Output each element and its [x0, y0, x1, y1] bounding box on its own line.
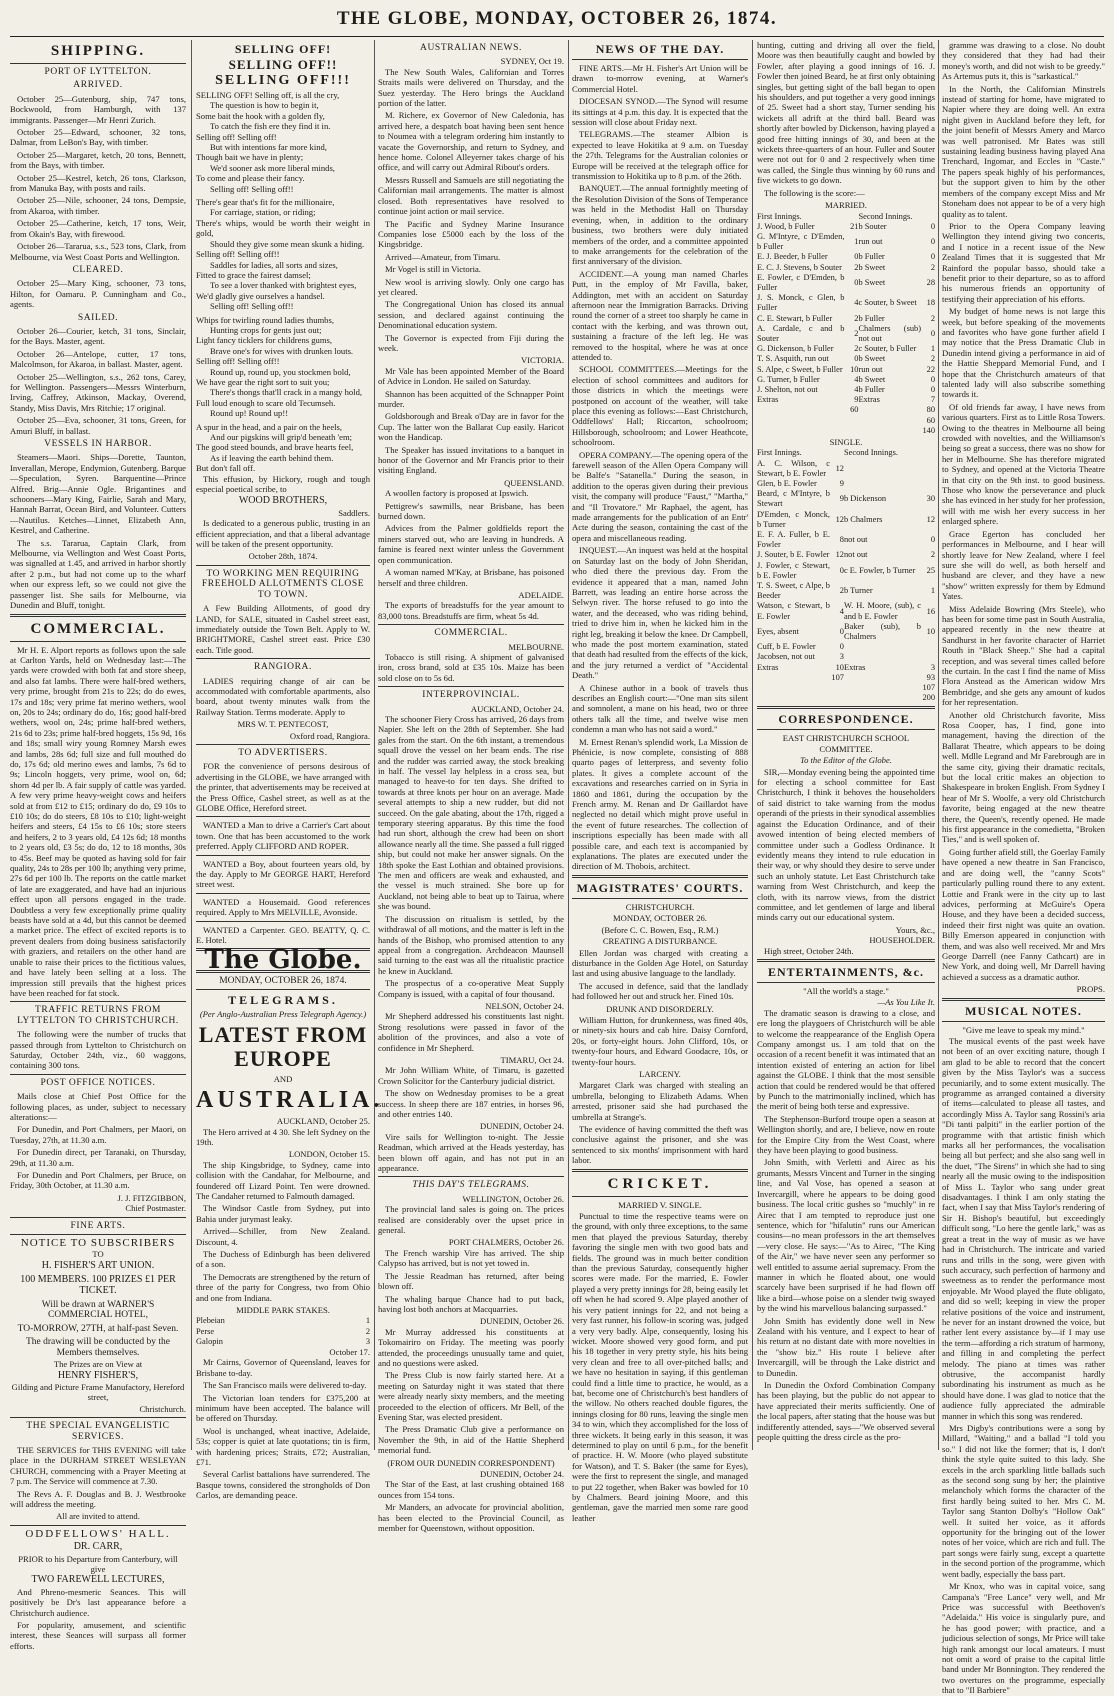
paragraph: The Revs A. F. Douglas and B. J. Westbrooke will address the meeting. [10, 1488, 186, 1509]
paragraph: John Smith, with Verletti and Airec as his grumants, Messrs Vincent and Turner in the singing line, and Val Vose, has opened a season at Invercargill, where he appears to be doing good business. The local critic gushes so "muchly" in re Airec that I am tempted to reproduce just one sentence, which for "hifalutin" runs our American cousins—no mean professors in the art themselves—very close. He says:—"As to Airec, "The King of the Air," we have never seen any performer so well entitled to assume aerial supremacy. From the manner in which he floated about, one would scarcely have been surprised if he had flown off like a bird—whose poise on a slender twig swayed by the wind his marvellous balancing surpassed." [757, 1157, 935, 1314]
table-row: Plebeian 1 [196, 1316, 370, 1326]
masthead: THE GLOBE, MONDAY, OCTOBER 26, 1874. [336, 8, 778, 29]
section-title: ENTERTAINMENTS, &c. [767, 964, 925, 979]
poem [196, 90, 370, 194]
paragraph: A Few Building Allotments, of good dry LAND, for SALE, situated in Cashel street east, immediately outside the Town Belt. Apply to W. BRIGHTMORE, Cashel street east. Price £30 each. Title good. [196, 603, 370, 655]
subheading: AUSTRALIAN NEWS. [420, 43, 522, 53]
poem-line: Fitted to grace the fairest damsel; [196, 269, 311, 280]
paragraph: Goldsborough and Break o'Day are in favor for the Cup. The latter won the Ballarat Cup easily. Haricot won the Handicap. [378, 411, 564, 443]
subheading: ARRIVED. [73, 80, 123, 91]
paragraph: The Congregational Union has closed its annual session, and declared against continuing the Denominational education system. [378, 299, 564, 331]
paragraph: October 25—Eva, schooner, 31 tons, Green, for Amuri Bluff, in ballast. [10, 415, 186, 436]
subheading: TO ADVERTISERS. [238, 747, 328, 758]
paragraph: Steamers—Maori. Ships—Dorette, Taunton, Inverallan, Merope, Endymion, Gutenberg. Barque—Speculation, Syren. Barquentine—Prince Alfred. Brig—Annie Ogle. Brigantines and schooners—Mary King, Fairlie, Sarah and Mary, Hannah Barrat, Ocean Bird, and Volunteer. Cutters—Nautilus. Ketches—Linnet, Elizabeth Ann, Kestrel, and Catherine. [10, 452, 186, 536]
table-row: A. Cardale, c and b Souter 2 Chalmers (sub) not out 0 [757, 323, 935, 343]
table-row: Cuff, b E. Fowler 0 [757, 642, 844, 652]
column-rule [752, 40, 753, 1450]
paragraph: October 25—Edward, schooner, 32 tons, Dalmar, from LeBon's Bay, with timber. [10, 127, 186, 148]
section-title: COMMERCIAL. [30, 620, 166, 637]
poem [196, 197, 370, 311]
subheading: ODDFELLOWS' HALL. [25, 1527, 171, 1540]
poem-line: We have gear the right sort to suit you; [196, 376, 330, 387]
poem-line: But with intentions far more kind, [210, 142, 327, 153]
paragraph: October 25—Wellington, s.s., 262 tons, Carey, for Wellington. Passengers—Messrs Winterburn, Irving, Caffrey, Atkinson, Mackay, Overend, Standy, Miss Davis, Mrs Ritchie; 17 original. [10, 371, 186, 413]
table-row: E. F. A. Fuller, b E. Fowler 8 not out 0 [757, 530, 935, 550]
paragraph: October 25—Kestrel, ketch, 26 tons, Clarkson, from Manuka Bay, with posts and rails. [10, 172, 186, 194]
paragraph: October 25—Gutenburg, ship, 747 tons, Bockwoold, from Hamburgh, with 137 immigrants. Passenger—Mr Henri Zurich. [10, 93, 186, 125]
paragraph: For popularity, amusement, and scientific interest, these Seances will surpass all former efforts. [10, 1620, 186, 1651]
section-title: CRICKET. [607, 1175, 713, 1192]
paragraph: For Dunedin direct, per Taranaki, on Thursday, 29th, at 11.30 a.m. [10, 1147, 186, 1168]
subheading: PORT OF LYTTELTON. [44, 67, 152, 77]
column-3: AUSTRALIAN NEWS. SYDNEY, Oct 19. The New South Wales, Californian and Torres Straits mails were delivered on Thursday, and the Suez yesterday. The Hero brings the Auckland portion of the latter. M. Richere, ex Governor of New Caledonia, has arrived here, a despatch boat having been sent hence to Noumea with a telegram ordering him instantly to vacate the Governorship, and return to Sydney, and hence home. Colonel Alleyerner takes charge of his office, and will carry out Admiral Ribout's orders. Messrs Russell and Samuels are still negotiating the Californian mail arrangements. The matter is almost closed. Both representatives have resolved to continue joint action or mail service. The Pacific and Sydney Marine Insurance Companies lose £5000 each by the loss of the Kingsbridge. Arrived—Amateur, from Timaru. Mr Vogel is still in Victoria. New wool is arriving slowly. Only one cargo has yet cleared. The Congregational Union has closed its annual session, and declared against continuing the Denominational education system. The Governor is expected from Fiji during the week. VICTORIA. Mr Vale has been appointed Member of the Board of Advice in London. He sailed on Saturday. Shannon has been acquitted of the Schnapper Point murder. Goldsborough and Break o'Day are in favor for the Cup. The latter won the Ballarat Cup easily. Haricot won the Handicap. The Speaker has issued invitations to a banquet in honor of the Governor and Mr Francis prior to their visiting England. QUEENSLAND. A woollen factory is proposed at Ipswich. Pettigrew's sawmills, near Brisbane, has been burned down. Advices from the Palmer goldfields report the miners starved out, who are leaving in hundreds. A famine is feared next winter unless the Government open communication. A woman named M'Kay, at Brisbane, has poisoned herself and three children. ADELAIDE. The exports of breadstuffs for the year amount to 83,000 tons. Breadstuffs are firm, wheat 5s 4d. COMMERCIAL. MELBOURNE. Tobacco is still rising. A shipment of galvanised iron, cross brand, sold at £35 10s. Maize has been sold close on to 5s 6d. INTERPROVINCIAL. AUCKLAND, October 24. The schooner Fiery Cross has arrived, 26 days from Napier. She left on the 28th of September. She had gales from the start. On the 6th instant, a tremendous squall drove the vessel on her beam ends. The rise and the rudder was carried away, the stock breaking in half. The vessel lay helpless in a cross sea, but managed to heave-to for ten days. She drifted to towards at three knots per hour on an average. Made several attempts to ship a new rudder, but did not succeed. On the gale abating, about the 17th, rigged a temporary steering apparatus. By this time the food had run short, although the crew had been on short allowance nearly all the time. She passed a full rigged ship, but could not make her answer signals. On the 18th spoke the East Lothian and obtained provisions. The men and officers are weak and exhausted, and the vessel is much strained. She bore up for Auckland, not being able to beat up to Tairua, where she was bound. The discussion on ritualism is settled, by the withdrawal of all motions, and the matter is left in the hands of the Bishop, who promised attention to any appeal from a congregation. Archdeacon Maunsell said turning to the east was all the ritualistic practice he knew in Auckland. The prospectus of a co-operative Meat Supply Company is issued, with a capital of four thousand. NELSON, October 24. Mr Shepherd addressed his constituents last night. Strong resolutions were passed in favor of the abolition of the provinces, and also a vote of confidence in Mr Shepherd. TIMARU, Oct 24. Mr John William White, of Timaru, is gazetted Crown Solicitor for the Canterbury judicial district. The show on Wednesday promises to be a great success. In sheep there are 187 entries, in horses 96, and other entries 140. DUNEDIN, October 24. Vire sails for Wellington to-night. The Jessie Readman, which arrived at the Heads yesterday, has been blown off again, and has not put in an appearance. THIS DAY'S TELEGRAMS. WELLINGTON, October 26. The provincial land sales is going on. The prices realised are considerably over the upset price in general. PORT CHALMERS, October 26. The French warship Vire has arrived. The ship Calypso has arrived, but is not yet towed in. The Jessie Readman has returned, after being blown off. The whaling barque Chance had to put back, having lost both anchors at Macquarries. DUNEDIN, October 26. Mr Murray addressed his constituents at Tokomairiro on Friday. The meeting was poorly attended, the proceedings unusually tame and quiet, and no questions were asked. The Press Club is now fairly started here. At a meeting on Saturday night it was stated that there were already nearly sixty members, and the meeting proceeded to the election of officers. Mr Bell, of the Evening Star, was elected president. The Press Dramatic Club give a performance on November the 9th, in aid of the Hattie Shepherd memorial fund. (FROM OUR DUNEDIN CORRESPONDENT) DUNEDIN, October 24. The Star of the East, at last crushing obtained 168 ounces from 154 tons. Mr Manders, an advocate for provincial abolition, has been elected to the Provincial Council, as member for Queenstown, without opposition. [378, 43, 564, 1534]
paragraph: TELEGRAMS.—The steamer Albion is expected to leave Hokitika at 9 a.m. on Tuesday the 27th. Telegrams for the Australian colonies or Europe will be received at the telegraph office for transmission to Hokitika up to 8 p.m. of the 26th. [572, 129, 748, 182]
paragraph: And Phreno-mesmeric Seances. This will positively be Dr's last appearance before a Christchurch audience. [10, 1586, 186, 1618]
paragraph: FINE ARTS.—Mr H. Fisher's Art Union will be drawn to-morrow evening, at Warner's Commercial Hotel. [572, 63, 748, 94]
table-row: A. C. Wilson, c Stewart, b E. Fowler 12 [757, 458, 844, 478]
paragraph: In Dunedin the Oxford Combination Company has been playing, but the public do not appear to have appreciated their merits sufficiently. One of the local papers, after stating that the house was but indifferently attended, says—"We observed several people quitting the dress circle as the pro- [757, 1380, 935, 1443]
table-row: J. Fowler, c Stewart, b E. Fowler 0 c E. Fowler, b Turner 25 [757, 560, 935, 580]
paragraph: New wool is arriving slowly. Only one cargo has yet cleared. [378, 276, 564, 297]
poem-line: We'd sooner ask more liberal minds, [210, 162, 335, 173]
column-4: NEWS OF THE DAY. FINE ARTS.—Mr H. Fisher's Art Union will be drawn to-morrow evening, at Warner's Commercial Hotel. DIOCESAN SYNOD.—The Synod will resume its sittings at 4 p.m. this day. It is expected that the session will close about Friday next. TELEGRAMS.—The steamer Albion is expected to leave Hokitika at 9 a.m. on Tuesday the 27th. Telegrams for the Australian colonies or Europe will be received at the telegraph office for transmission to Hokitika up to 8 p.m. of the 26th. BANQUET.—The annual fortnightly meeting of the Resolution Division of the Sons of Temperance was held in the Methodist Hall on Thursday evening, when, in addition to the ordinary business, two brothers were duly initiated members of the order, and a committee appointed to make arrangements for the celebration of the first anniversary of the division. ACCIDENT.—A young man named Charles Putt, in the employ of Mr Favilla, baker, Addington, met with an accident on Saturday afternoon near the Immigration Barracks. Driving round the corner of a street too sharply he came in contact with the kerbing, and was thrown out, sustaining a fracture of the left leg. He was removed to the hospital, where he was at once attended to. SCHOOL COMMITTEES.—Meetings for the election of school committees and auditors for those districts in which the meetings were postponed on account of the weather, will take place this evening as follows:—East Christchurch, Oddfellows' Hall; Riccarton, schoolroom; Hillsborough, schoolroom; and Lower Heathcote, schoolroom. OPERA COMPANY.—The opening opera of the farewell season of the Allen Opera Company will be Balfe's "Satanella." During the season, in addition to the operas given during their previous visit, the company will produce "Faust," "Martha," and "Il Trovatore." Mr Raphael, the agent, has made arrangements for the publication of an Entr' Acte during the season, containing the cast of the opera and miscellaneous reading. INQUEST.—An inquest was held at the hospital on Saturday last on the body of John Sheridan, who died there the previous day. From the evidence it appeared that a man, named John Barrett, was leading an entire horse across the Selwyn river. The horse refused to go into the water, and the deceased, who was riding behind, tried to drive him in, when he kicked him in the right leg, breaking it below the knee. Dr Campbell, who made the post mortem examination, stated that death had resulted from the effects of the kick, and the jury returned a verdict of "Accidental Death." A Chinese author in a book of travels thus describes an English court:—"One man sits silent and somnolent, a mane on his head, two or three others talk all the time, and twelve wise men condemn a man who has not said a word." M. Ernest Renan's splendid work, La Mission de Phénicie, is now complete, consisting of 888 quarto pages of letterpress, and seventy folio plates. It gives a complete account of the excavations and researches carried on in Syria in 1860 and 1861, during the occupation by the French army. M. Renan and Dr Gaillardot have neglected no detail which might prove useful in the event of future researches. The collection of inscriptions especially has been made with all possible care, and each text is accompanied by explanations. The plates are executed under the direction of M. Thobois, architect. MAGISTRATES' COURTS. CHRISTCHURCH. MONDAY, OCTOBER 26. (Before C. C. Bowen, Esq., R.M.) CREATING A DISTURBANCE. Ellen Jordan was charged with creating a disturbance in the Golden Age Hotel, on Saturday last and using abusive language to the landlady. The accused in defence, said that the landlady had followed her out and struck her. Fined 10s. DRUNK AND DISORDERLY. William Hutton, for drunkenness, was fined 40s, or ninety-six hours and cab hire. Daisy Cornford, 20s, or forty-eight hours. John Clifford, 10s, or twenty-four hours, and Edward Goodacre, 10s, or twenty-four hours. LARCENY. Margaret Clark was charged with stealing an umbrella, belonging to Elizabeth Adams. When arrested, prisoner said she had purchased the umbrella at Strange's. The evidence of having committed the theft was conclusive against the prisoner, and she was sentenced to six months' imprisonment with hard labor. CRICKET. MARRIED V. SINGLE. Punctual to time the respective teams were on the ground, with only three exceptions, to the same men that played the previous Saturday, thereby favoring the single men with two good bats and fields. The ground was in much better condition than the previous Saturday, consequently higher scores were made. For the married, E. Fowler played a very pretty innings for 28, being easily let off when he had scored 9. Alpe played another of his very patient innings for 22, and not being a very fast runner, his follow-in scoring was, judged a very very badly. Alpe, consequently, losing his wicket. Moore showed very good form, and put his 18 together in very pretty style, his hits being very clean and free to all over-pitched balls; and we have no hesitation in saying, if this gentleman could find a little time to practice, he would, as a bat, become one of Christchurch's best handlers of the willow. No others reached double figures, the innings closing for 80 runs, leaving the single men 34 to win, which they accomplished for the loss of three wickets. It being early in this season, it was determined to play on until 6 p.m., for the benefit of practice. H. W. Moore (who played substitute for Watson), and T. S. Baker (the same for Eyes), were the first to represent the single, and managed to put 22 together, when Baker was bowled for 10 by Chalmers. Beard joining Moore, and this gentleman, gave the married men some rare good leather [572, 42, 748, 1523]
paragraph: Another old Christchurch favorite, Miss Rosa Cooper, has, I find, gone into management, having the direction of the Ballarat Theatre, which appears to be doing well. Mdlle Legrand and Mr Farebrough are in the same city, giving their dramatic recitals, but the local critic makes an objection to Shakespeare in broken English. From Sydney I hear of Mr S. Woolfe, a very old Christchurch favorite, being engaged at the new theatre there, the Queen's, recently opened. He made his first appearance in the comedietta, "Broken Ties," and is well spoken of. [942, 709, 1105, 845]
paragraph: SCHOOL COMMITTEES.—Meetings for the election of school committees and auditors for those districts in which the meetings were postponed on account of the weather, will take place this evening as follows:—East Christchurch, Oddfellows' Hall; Riccarton, schoolroom; Hillsborough, schoolroom; and Lower Heathcote, schoolroom. [572, 364, 748, 448]
table-row: Glen, b E. Fowler 9 [757, 478, 844, 488]
paragraph: October 26—Tararua, s.s., 523 tons, Clark, from Melbourne, via West Coast Ports and Wellington. [10, 241, 186, 262]
table-row: Watson, c Stewart, b E. Fowler 4 W. H. Moore, (sub), c and b E. Fowler 16 [757, 601, 935, 621]
ad-heading: SELLING OFF!!! [215, 73, 351, 88]
paragraph: Grace Egerton has concluded her performances in Melbourne, and I hear will shortly leave for New Zealand, where I feel sure she will do well, as both herself and husband are clever, and they have a new "show" written expressly for them by Edmund Yates. [942, 528, 1105, 602]
subheading: THE SPECIAL EVANGELISTIC SERVICES. [26, 1421, 170, 1442]
paragraph: Of old friends far away, I have news from various quarters. First as to Little Rosa Towers. Owing to the theatres in Melbourne all being crowded with novelties, and the Williamson's being so great a success, there was no show for her in Melbourne. She has therefore migrated to Sydney, and opened at the Victoria Theatre in that city on the 9th inst. to good business. Those who know the perseverance and pluck she has evinced in her study for her profession, will with me wish her every success in her enlarged sphere. [942, 401, 1105, 527]
table-row: Beard, c M'Intyre, b Stewart 9 b Dickenson 30 [757, 489, 935, 509]
paragraph: My budget of home news is not large this week, but before speaking of the movements and favorites who have gone further afield I may notice that the Press Dramatic Club in Dunedin intend giving a performance in aid of the Hattie Sheppard Memorial Fund, and I hope that the Christchurch amateurs of that talented lady will also subscribe something towards it. [942, 306, 1105, 400]
ad: WANTED a Man to drive a Carrier's Cart about town. One that has been accustomed to the work preferred. Apply CLIFFORD AND ROPER. [196, 820, 370, 852]
ad: WANTED a Carpenter. GEO. BEATTY, Q. C. E. Hotel. [196, 924, 370, 946]
paragraph: M. Richere, ex Governor of New Caledonia, has arrived here, a despatch boat having been sent hence to Noumea with a telegram ordering him instantly to vacate the Governorship, and return to Sydney, and hence home. Colonel Alleyerner takes charge of his office, and will carry out Admiral Ribout's orders. [378, 110, 564, 173]
poem-line: Whips for twirling round ladies thumbs, [196, 314, 334, 325]
poem-line: To come and please their fancy. [196, 173, 305, 184]
table-row: Eyes, absent 0 Baker (sub), b Chalmers 10 [757, 621, 935, 642]
poem-line: Round up, round up, you stockmen bold, [210, 366, 351, 377]
paragraph: BANQUET.—The annual fortnightly meeting of the Resolution Division of the Sons of Temperance was held in the Methodist Hall on Thursday evening, when, in addition to the ordinary business, two brothers were duly initiated members of the order, and a committee appointed to make arrangements for the celebration of the first anniversary of the division. [572, 183, 748, 267]
paragraph: Pettigrew's sawmills, near Brisbane, has been burned down. [378, 500, 564, 522]
paragraph: The schooner Fiery Cross has arrived, 26 days from Napier. She left on the 28th of September. She had gales from the start. On the 6th instant, a tremendous squall drove the vessel on her beam ends. The rise and the rudder was carried away, the stock breaking in half. The vessel lay helpless in a cross sea, but managed to heave-to for ten days. She drifted to towards at three knots per hour on an average. Made several attempts to ship a new rudder, but did not succeed. On the gale abating, about the 17th, rigged a temporary steering apparatus. By this time the food had run short, although the crew had been on short allowance nearly all the time. She passed a full rigged ship, but could not make her answer signals. On the 18th spoke the East Lothian and obtained provisions. The men and officers are weak and exhausted, and the vessel is much strained. She bore up for Auckland, not being able to beat up to Tairua, where she was bound. [378, 713, 564, 912]
subheading: POST OFFICE NOTICES. [40, 1077, 156, 1088]
poem-line: Selling off! Selling off!! [196, 356, 280, 367]
poem [196, 315, 370, 419]
paragraph: INQUEST.—An inquest was held at the hospital on Saturday last on the body of John Sheridan, who died there the previous day. From the evidence it appeared that a man, named John Barrett, was leading an entire horse across the Selwyn river. The horse refused to go into the water, and the deceased, who was riding behind, tried to drive him in, when he kicked him in the right leg, breaking it below the knee. Dr Campbell, who made the post mortem examination, stated that death had resulted from the effects of the kick, and the jury returned a verdict of "Accidental Death." [572, 545, 748, 681]
subheading: INTERPROVINCIAL. [422, 690, 520, 701]
signature: J. J. FITZGIBBON, [117, 1192, 186, 1203]
table-row: C. E. Stewart, b Fuller 2 b Fuller 2 [757, 313, 935, 323]
paragraph: October 25—Nile, schooner, 24 tons, Dempsie, from Akaroa, with timber. [10, 195, 186, 216]
poem [196, 422, 370, 474]
paragraph: October 25—Catherine, ketch, 17 tons, Weir, from Okain's Bay, with firewood. [10, 218, 186, 239]
column-rule [938, 40, 939, 1450]
poem-line: The question is how to begin it, [210, 100, 319, 111]
paragraph: M. Ernest Renan's splendid work, La Mission de Phénicie, is now complete, consisting of 888 quarto pages of letterpress, and seventy folio plates. It gives a complete account of the excavations and researches carried on in Syria in 1860 and 1861, during the occupation by the French army. M. Renan and Dr Gaillardot have neglected no detail which might prove useful in the event of future researches. The collection of inscriptions especially has been made with all possible care, and each text is accompanied by explanations. The plates are executed under the direction of M. Thobois, architect. [572, 736, 748, 872]
paragraph: The New South Wales, Californian and Torres Straits mails were delivered on Thursday, and the Suez yesterday. The Hero brings the Auckland portion of the latter. [378, 66, 564, 109]
paragraph: The Governor is expected from Fiji during the week. [378, 332, 564, 353]
paragraph: The discussion on ritualism is settled, by the withdrawal of all motions, and the matter is left in the hands of the Bishop, who promised attention to any appeal from a congregation. Archdeacon Maunsell said turning to the east was all the ritualistic practice he knew in Auckland. [378, 913, 564, 976]
arrived-list [10, 94, 186, 262]
table-row: T. S. Asquith, run out 0 b Sweet 2 [757, 354, 935, 364]
poem-line: Brave one's for wives with drunken louts. [210, 345, 354, 356]
section-title: MUSICAL NOTES. [965, 1003, 1082, 1018]
paragraph: Miss Adelaide Bowring (Mrs Steele), who has been for some time past in South Australia, appeared recently in the new theatre at Sandhurst in her favorite character of Harriet Routh in "Black Sheep." She had a capital reception, and was several times called before the curtain. In the cast I find the name of Miss Flora Anstead as the American widow Mrs Bembridge, and she gets any amount of kudos for her representation. [942, 603, 1105, 708]
paragraph: The s.s. Tararua, Captain Clark, from Melbourne, via Wellington and West Coast Ports, was signalled at 1.45, and arrived in harbor shortly after 2 p.m., but had not come up to the wharf when our express left, so we could not give the passenger list. She sails for Melbourne, via Dunedin and Bluff, tonight. [10, 537, 186, 611]
paragraph: Mr Vogel is still in Victoria. [385, 264, 481, 275]
paragraph: Mrs Digby's contributions were a song by Millard, "Waiting," and a ballad "I told you so." I did not like the former; that is, I don't think the style quite suited to this lady. She excels in the arch sparkling little ballads such as the second song sung by her; the plaintive melancholy which forms the character of the first hardly being suited to her. Mrs C. M. Taylor sang Stanton Dolby's "Hollow Oak" well. It suited her voice, as it affords opportunity for the bringing out of the lower notes of her voice, which are rich and full. The part songs were fairly sung, except a quartette in the second portion of the programme, which went badly, especially the bass part. [942, 1423, 1105, 1579]
sailed-list [10, 326, 186, 436]
paragraph: Going further afield still, the Goerlay Family have opened a new theatre in San Francisco, and are doing well, the "canny Scots" particularly pulling round there to any extent. Lottie and Frank were in the city up to last advices, performing at McGuire's Opera House, and they have been a decided success, indeed their first night was quite an ovation. Billy Emerson appeared in conjunction with them, and was also well received. Mr and Mrs George Darrell (nee Fanny Cathcart) are in New York, and doing well, Mr Darrell having achieved a success as a dramatic author. [942, 846, 1105, 982]
poem-line: And our pigskins will grip'd beneath 'em; [210, 432, 353, 442]
table-row: J. Shelton, not out 4 b Fuller 0 [757, 384, 935, 394]
race-table [196, 1316, 370, 1347]
column-2: SELLING OFF! SELLING OFF!! SELLING OFF!!! SELLING OFF! Selling off, is all the cry, The question is how to begin it, Some bait the hook with a golden fly, To catch the fish ere they find it in. Selling off! Selling off! But with intentions far more kind, Though bait we have in plenty; We'd sooner ask more liberal minds, To come and please their fancy. Selling off! Selling off!! There's gear that's fit for the millionaire, For carriage, station, or riding; There's whips, would be worth their weight in gold, Should they give some mean skunk a hiding. Selling off! Selling off!! Saddles for ladies, all sorts and sizes, Fitted to grace the fairest damsel; To see a lover thanked with brightest eyes, We'd gladly give ourselves a handsel. Selling off! Selling off!! Whips for twirling round ladies thumbs, Hunting crops for gents just out; Light fancy ticklers for childrens gums, Brave one's for wives with drunken louts. Selling off! Selling off!! Round up, round up, you stockmen bold, We have gear the right sort to suit you; There's thongs that'll crack in a mangy hold, Full loud enough to scare old Tecumseh. Round up! Round up!! A spur in the head, and a pair on the heels, And our pigskins will grip'd beneath 'em; The good steed bounds, and brave hearts feel, As if leaving the earth behind them. But don't fall off. This effusion, by Hickory, rough and tough especial poetical scribe, to WOOD BROTHERS, Saddlers. Is dedicated to a generous public, trusting in an efficient appreciation, and that a liberal advantage will be taken of the present opportunity. October 28th, 1874. TO WORKING MEN REQUIRING FREEHOLD ALLOTMENTS CLOSE TO TOWN. A Few Building Allotments, of good dry LAND, for SALE, situated in Cashel street east, immediately outside the Town Belt. Apply to W. BRIGHTMORE, Cashel street east. Price £30 each. Title good. RANGIORA. LADIES requiring change of air can be accommodated with comfortable apartments, also board, about twenty minutes walk from the Railway Station. Terms moderate. Apply to MRS W. T. PENTECOST, Oxford road, Rangiora. TO ADVERTISERS. FOR the convenience of persons desirous of advertising in the GLOBE, we have arranged with the printer, that advertisements may be received at the Press Office, Cashel street, as well as at the GLOBE Office, Hereford street. WANTED a Man to drive a Carrier's Cart about town. One that has been accustomed to the work preferred. Apply CLIFFORD AND ROPER. WANTED a Boy, about fourteen years old, by the day. Apply to Mr GEORGE HART, Hereford street west. WANTED a Housemaid. Good references required. Apply to Mrs MELVILLE, Avonside. WANTED a Carpenter. GEO. BEATTY, Q. C. E. Hotel. The Globe. MONDAY, OCTOBER 26, 1874. TELEGRAMS. (Per Anglo-Australian Press Telegraph Agency.) LATEST FROM EUROPE AND AUSTRALIA. AUCKLAND, October 25. The Hero arrived at 4 30. She left Sydney on the 19th. LONDON, October 15. The ship Kingsbridge, to Sydney, came into collision with the Candahar, for Melbourne, and foundered off Lizard Point. Ten were drowned. The Candaher returned to Falmouth damaged. The Windsor Castle from Sydney, put into Bahia under jurymast leaky. Arrived—Schiller, from New Zealand. Discount, 4. The Duchess of Edinburgh has been delivered of a son. The Democrats are strengthened by the return of three of the party for Congress, two from Ohio and one from Indiana. MIDDLE PARK STAKES. Plebeian 1 Perse 2 Galopin 3 October 17. Mr Cairns, Governor of Queensland, leaves for Brisbane to-day. The San Francisco mails were delivered to-day. The Victorian loan tenders for £375,200 at minimum have been accepted. The balance will be offered on Thursday. Wool is unchanged, wheat inactive, Adelaide, 53s; copper is quiet at late quotations; tin is firm, with hardening prices; Straits, £72; Australian, £71. Several Carlist battalions have surrendered. The Basque towns, considered the strongholds of Don Carlos, are demanding peace. [196, 42, 384, 1501]
paragraph: Arrived—Amateur, from Timaru. [385, 251, 501, 262]
ad-heading: SELLING OFF!! [228, 57, 338, 72]
table-row: J. Wood, b Fuller 21 b Souter 0 [757, 221, 935, 231]
paragraph: The following were the number of trucks that passed through from Lyttelton to Christchurch on Saturday, October 24th, viz., 60 waggons, containing 300 tons. [10, 1029, 186, 1071]
poem-line: As if leaving the earth behind them. [210, 452, 334, 463]
paragraph: A woollen factory is proposed at Ipswich. [385, 488, 529, 499]
poem-line: We'd gladly give ourselves a handsel. [196, 290, 325, 301]
poem-line: Full loud enough to scare old Tecumseh. [196, 397, 336, 408]
section-title: MAGISTRATES' COURTS. [576, 880, 744, 895]
headline: AUSTRALIA. [196, 1087, 384, 1114]
paragraph: Mr Knox, who was in capital voice, sang Campana's "Free Lance" very well, and Mr Price was successful with Beethoven's "Adelaida." His voice is singularly pure, and he has good power; with practice, and a judicious selection of songs, Mr Price will take high rank amongst our local amateurs. I must not omit a word of praise to the capital little band under Mr Bonnington. They rendered the two overtures on the programme, especially that to "Il Barbiere" [942, 1581, 1105, 1696]
score-table-single: First Innings. Second Innings. A. C. Wilson, c Stewart, b E. Fowler 12 Glen, b E. Fowler 9 Beard, c M'Intyre, b Stewart 9 b Dickenson 30 D'Emden, c Monck, b Turner 12 b Chalmers 12 E. F. A. Fuller, b E. Fowler 8 not out 0 J. Souter, b E. Fowler 12 not out 2 J. Fowler, c Stewart, b E. Fowler 0 c E. Fowler, b Turner 25 T. S. Sweet, c Alpe, b Beeder 2 b Turner 1 Watson, c Stewart, b E. Fowler 4 W. H. Moore, (sub), c and b E. Fowler 16 Eyes, absent 0 Baker (sub), b Chalmers 10 Cuff, b E. Fowler 0 Jacobsen, not out 3 Extras 10 Extras 3 107 93 107 200 [757, 448, 935, 703]
poem-line: SELLING OFF! Selling off, is all the cry, [196, 90, 340, 100]
section-title: CORRESPONDENCE. [778, 712, 914, 727]
table-row: Extras 10 Extras 3 [757, 662, 935, 672]
poem-line: Light fancy ticklers for childrens gums, [196, 335, 333, 346]
paragraph: The Press Club is now fairly started here. At a meeting on Saturday night it was stated that there were already nearly sixty members, and the meeting proceeded to the election of officers. Mr Bell, of the Evening Star, was elected president. [378, 1370, 564, 1422]
paragraph: For Dunedin and Port Chalmers, per Bruce, on Friday, 30th October, at 11.30 a.m. [10, 1170, 186, 1191]
table-row: T. S. Sweet, c Alpe, b Beeder 2 b Turner 1 [757, 581, 935, 601]
post-list [10, 1124, 186, 1190]
subheading: SAILED. [77, 312, 119, 323]
poem-line: To see a lover thanked with brightest eyes, [210, 280, 357, 291]
paragraph: The prospectus of a co-operative Meat Supply Company is issued, with a capital of four thousand. [378, 978, 564, 999]
paragraph: OPERA COMPANY.—The opening opera of the farewell season of the Allen Opera Company will be Balfe's "Satanella." During the season, in addition to the operas given during their previous visit, the company will produce "Faust," "Martha," and "Il Trovatore." Mr Raphael, the agent, has made arrangements for the publication of an Entr' Acte during the season, containing the cast of the opera and miscellaneous reading. [572, 449, 748, 543]
notice-heading: NOTICE TO SUBSCRIBERS [20, 1237, 176, 1250]
column-rule [191, 40, 192, 1450]
paragraph: Mails close at Chief Post Office for the following places, as under, subject to necessary alterations:— [10, 1091, 186, 1122]
poem-line: The good steed bounds, and brave hearts feel, [196, 442, 354, 453]
poem-line: There's gear that's fit for the millionaire, [196, 197, 335, 208]
paragraph: This effusion, by Hickory, rough and tough especial poetical scribe, to [196, 473, 370, 495]
paragraph: DIOCESAN SYNOD.—The Synod will resume its sittings at 4 p.m. this day. It is expected that the session will close about Friday next. [572, 96, 748, 128]
ad-heading: SELLING OFF! [234, 42, 332, 56]
paragraph: Prior to the Opera Company leaving Wellington they intend giving two concerts, and I notice in a recent issue of the New Zealand Times that it is suggested that Mr Rainford the popular basso, should take a benefit prior to their departure, so as to afford his numerous friends an opportunity of testifying their appreciation of his efforts. [942, 220, 1105, 304]
table-row: Extras 9 Extras 7 [757, 395, 935, 405]
headline: LATEST FROM EUROPE [198, 1021, 368, 1071]
table-row: J. Souter, b E. Fowler 12 not out 2 [757, 550, 935, 560]
paragraph: October 25—Margaret, ketch, 20 tons, Bennett, from the Bays, with timber. [10, 149, 186, 171]
paragraph: Messrs Russell and Samuels are still negotiating the Californian mail arrangements. The matter is almost closed. Both representatives have resolved to continue joint action or mail service. [378, 174, 564, 217]
paragraph: Advices from the Palmer goldfields report the miners starved out, who are leaving in hundreds. A famine is feared next winter unless the Government open communication. [378, 523, 564, 565]
poem-line: Some bait the hook with a golden fly, [196, 110, 325, 121]
paragraph: Mr Murray addressed his constituents at Tokomairiro on Friday. The meeting was poorly attended, the proceedings unusually tame and quiet, and no questions were asked. [378, 1326, 564, 1368]
subheading: VESSELS IN HARBOR. [44, 439, 152, 449]
subheading: TO WORKING MEN REQUIRING FREEHOLD ALLOTMENTS CLOSE TO TOWN. [201, 568, 365, 600]
paragraph: For Dunedin, and Port Chalmers, per Maori, on Tuesday, 27th, at 11.30 a.m. [10, 1124, 186, 1145]
subheading: RANGIORA. [254, 662, 312, 673]
paragraph: gramme was drawing to a close. No doubt they considered that they had had their money's worth, and did not wish to be greedy." As Artemus puts it, this is "sarkastical." [942, 40, 1105, 82]
column-1: SHIPPING. PORT OF LYTTELTON. ARRIVED. October 25—Gutenburg, ship, 747 tons, Bockwoold, from Hamburgh, with 137 immigrants. Passenger—Mr Henri Zurich. October 25—Edward, schooner, 32 tons, Dalmar, from LeBon's Bay, with timber. October 25—Margaret, ketch, 20 tons, Bennett, from the Bays, with timber. October 25—Kestrel, ketch, 26 tons, Clarkson, from Manuka Bay, with posts and rails. October 25—Nile, schooner, 24 tons, Dempsie, from Akaroa, with timber. October 25—Catherine, ketch, 17 tons, Weir, from Okain's Bay, with firewood. October 26—Tararua, s.s., 523 tons, Clark, from Melbourne, via West Coast Ports and Wellington. CLEARED. October 25—Mary King, schooner, 73 tons, Hilton, for Oamaru. P. Cunningham and Co., agents. SAILED. October 26—Courier, ketch, 31 tons, Sinclair, for the Bays. Master, agent. October 26—Antelope, cutter, 17 tons, Malcolmson, for Akaroa, in ballast. Master, agent. October 25—Wellington, s.s., 262 tons, Carey, for Wellington. Passengers—Messrs Winterburn, Irving, Caffrey, Atkinson, Mackay, Overend, Standy, Miss Davis, Mrs Ritchie; 17 original. October 25—Eva, schooner, 31 tons, Green, for Amuri Bluff, in ballast. VESSELS IN HARBOR. Steamers—Maori. Ships—Dorette, Taunton, Inverallan, Merope, Endymion, Gutenberg. Barque—Speculation, Syren. Barquentine—Prince Alfred. Brig—Annie Ogle. Brigantines and schooners—Mary King, Fairlie, Sarah and Mary, Hannah Barrat, Ocean Bird, and Volunteer. Cutters—Nautilus. Ketches—Linnet, Elizabeth Ann, Kestrel, and Catherine. The s.s. Tararua, Captain Clark, from Melbourne, via Wellington and West Coast Ports, was signalled at 1.45, and arrived in harbor shortly after 2 p.m., but had not come up to the wharf when our express left, so we could not give the passenger list. She sails for Melbourne, via Dunedin and Bluff, tonight. COMMERCIAL. Mr H. E. Alport reports as follows upon the sale at Carlton Yards, held on Wednesday last:—The yards were crowded with both fat and store sheep, and also fat lambs. There were half-bred wethers, very prime, brought from 21s to 22s; do do ewes, 17s and 18s; very prime fat merino wethers, wool on, 20s to 24s; ordinary do do, 16s; good half-bred wethers, wool on, 24s; prime half-bred wethers, 21s 6d to 23s; prime half-bred hoggets, 15s 9d, 16s and 18s; small wiry young Romney Marsh ewes and lambs, 28s 6d; full size and full mouthed do do, 17s 6d; old merino ewes and lambs, 7s 6d to 9s; Lincoln hoggets, very prime, wool on, 6d; shorn 4d per lb. A fair supply of cattle was yarded. A few very prime heavy-weight cows and heifers sold at from £12 to £15; ordinary do do, £9 10s to £10 10s; do do steers, £8 10s to £10; light-weight heifers and steers, £4 15s to £6 10s; store steers and heifers, 2 to 3 years old, £4 12s 6d; 18 months to 2 years old, £3 5s; do do, 12 to 18 months, 30s to 45s. Beef may be quoted as having sold for fair quality, 24s to 28s per 100 lb; anything very prime, 27s 6d per 100 lb. The reports on the cattle market of late are exaggerated, and have had an injurious effect upon all persons engaged in the trade. Doubtless a very few exceptionally prime quality beasts have sold at a 4d, but this cannot be deemed a market price. The effect of excited reports is to prevent dealers from doing business satisfactorily with graziers, and retailers on the other hand are unable to raise their prices to the fictitious values, and have lately been selling at a loss. The impression still prevails that the highest prices have been reached for fat stock. TRAFFIC RETURNS FROM LYTTELTON TO CHRISTCHURCH. The following were the number of trucks that passed through from Lyttelton to Christchurch on Saturday, October 24th, viz., 60 waggons, containing 300 tons. POST OFFICE NOTICES. Mails close at Chief Post Office for the following places, as under, subject to necessary alterations:— For Dunedin, and Port Chalmers, per Maori, on Tuesday, 27th, at 11.30 a.m. For Dunedin direct, per Taranaki, on Thursday, 29th, at 11.30 a.m. For Dunedin and Port Chalmers, per Bruce, on Friday, 30th October, at 11.30 a.m. J. J. FITZGIBBON, Chief Postmaster. FINE ARTS. NOTICE TO SUBSCRIBERS TO H. FISHER'S ART UNION. 100 MEMBERS. 100 PRIZES £1 PER TICKET. Will be drawn at WARNER'S COMMERCIAL HOTEL, TO-MORROW, 27TH, at half-past Seven. The drawing will be conducted by the Members themselves. The Prizes are on View at HENRY FISHER'S, Gilding and Picture Frame Manufactory, Hereford street, Christchurch. THE SPECIAL EVANGELISTIC SERVICES. THE SERVICES for THIS EVENING will take place in the DURHAM STREET WESLEYAN CHURCH, commencing with a Prayer Meeting at 7 p.m. The Service will commence at 7.30. The Revs A. F. Douglas and B. J. Westbrooke will address the meeting. All are invited to attend. ODDFELLOWS' HALL. DR. CARR, PRIOR to his Departure from Canterbury, will give TWO FAREWELL LECTURES, And Phreno-mesmeric Seances. This will positively be Dr's last appearance before a Christchurch audience. For popularity, amusement, and scientific interest, these Seances will surpass all former efforts. [10, 43, 186, 1651]
paragraph: The Stephenson-Burford troupe open a season at Wellington shortly, and are, I believe, now en route for the Empire City from the West Coast, where they have been playing to good business. [757, 1113, 935, 1156]
paragraph: October 25—Mary King, schooner, 73 tons, Hilton, for Oamaru. P. Cunningham and Co., agents. [10, 278, 186, 310]
paragraph: ACCIDENT.—A young man named Charles Putt, in the employ of Mr Favilla, baker, Addington, met with an accident on Saturday afternoon near the Immigration Barracks. Driving round the corner of a street too sharply he came in contact with the kerbing, and was thrown out, sustaining a fracture of the left leg. He was removed to the hospital, where he was at once attended to. [572, 268, 748, 362]
subheading: TRAFFIC RETURNS FROM LYTTELTON TO CHRISTCHURCH. [17, 1005, 179, 1026]
paragraph: John Smith has evidently done well in New Zealand with his venture, and I expect to hear of his return at no distant date with more novelties in the "show biz." His route I believe after Invercargill, will be through the Lake district and to Dunedin. [757, 1315, 935, 1378]
column-5: hunting, cutting and driving all over the field, Moore was then beautifully caught and bowled by Fowler, after playing a good innings of 16. J. Fowler then joined Beard, he at first only obtaining singles, but getting sight of the ball began to open his shoulders, and put together a very good innings of 25. Sweet had a short stay, Turner sending his wickets all adrift at the third ball. Beard was shortly after bowled by Dickenson, having played a good free hitting innings of 30, and been at the wickets three-quarters of an hour. Fuller and Souter were not out for 0 and 2 respectively when time was called, the Single thus winning by 60 runs and five wickets to go down. The following is the score:— MARRIED. First Innings. Second Innings. J. Wood, b Fuller 21 b Souter 0 G. M'Intyre, c D'Emden, b Fuller 1 run out 0 E. J. Beeder, b Fuller 0 b Fuller 0 E. C. J. Stevens, b Souter 2 b Sweet 2 E. Fowler, c D'Emden, b Fuller 0 b Sweet 28 J. S. Monck, c Glen, b Fuller 4 c Souter, b Sweet 18 C. E. Stewart, b Fuller 2 b Fuller 2 A. Cardale, c and b Souter 2 Chalmers (sub) not out 0 G. Dickenson, b Fuller 2 c Souter, b Fuller 1 T. S. Asquith, run out 0 b Sweet 2 S. Alpe, c Sweet, b Fuller 10 run out 22 G. Turner, b Fuller 4 b Sweet 0 J. Shelton, not out 4 b Fuller 0 Extras 9 Extras 7 60 80 60 140 SINGLE. First Innings. Second Innings. A. C. Wilson, c Stewart, b E. Fowler 12 Glen, b E. Fowler 9 Beard, c M'Intyre, b Stewart 9 b Dickenson 30 D'Emden, c Monck, b Turner 12 b Chalmers 12 E. F. A. Fuller, b E. Fowler 8 not out 0 J. Souter, b E. Fowler 12 not out 2 J. Fowler, c Stewart, b E. Fowler 0 c E. Fowler, b Turner 25 T. S. Sweet, c Alpe, b Beeder 2 b Turner 1 Watson, c Stewart, b E. Fowler 4 W. H. Moore, (sub), c and b E. Fowler 16 Eyes, absent 0 Baker (sub), b Chalmers 10 Cuff, b E. Fowler 0 Jacobsen, not out 3 Extras 10 Extras 3 107 93 107 200 CORRESPONDENCE. EAST CHRISTCHURCH SCHOOL COMMITTEE. To the Editor of the Globe. SIR,—Monday evening being the appointed time for electing a school committee for East Christchurch, I think it behoves the householders of said district to take warning from the modus operandi of the priests in their synodical assemblies against the Education Ordinance, and of their avowed intention of being elected members of committee under such a Godless Ordinance. It evidently means they intend to rule education in their way, or why should they desire to serve under such an unholy statute. Let East Christchurch take warning from West Christchurch, and keep the cloth, with its narrow views, from the district committee, and let gentlemen of large and liberal minds carry out our educational system. Yours, &c., HOUSEHOLDER. High street, October 24th. ENTERTAINMENTS, &c. "All the world's a stage." —As You Like It. The dramatic season is drawing to a close, and ere long the playgoers of Christchurch will be able to welcome the reappearance of the English Opera Company amongst us. I am told that on the occasion of a recent benefit it was intimated that an intention existed of entering an action for libel against the GLOBE. I think that the most sensible action that could be rendered would be that offered by Punch to the matrimonially inclined, which has the merit of being both terse and expressive. The Stephenson-Burford troupe open a season at Wellington shortly, and are, I believe, now en route for the Empire City from the West Coast, where they have been playing to good business. John Smith, with Verletti and Airec as his grumants, Messrs Vincent and Turner in the singing line, and Val Vose, has opened a season at Invercargill, where he appears to be doing good business. The local critic gushes so "muchly" in re Airec that I am tempted to reproduce just one sentence, which for "hifalutin" runs our American cousins—no mean professors in the art themselves—very close. He says:—"As to Airec, "The King of the Air," we have never seen any performer so well entitled to assume aerial supremacy. From the manner in which he floated about, one would scarcely have been surprised if he had flown off like a bird—whose poise on a slender twig swayed by the wind his marvellous balancing surpassed." John Smith has evidently done well in New Zealand with his venture, and I expect to hear of his return at no distant date with more novelties in the "show biz." His route I believe after Invercargill, will be through the Lake district and to Dunedin. In Dunedin the Oxford Combination Company has been playing, but the public do not appear to have appreciated their merits sufficiently. One of the local papers, after stating that the house was but indifferently attended, says—"We observed several people quitting the dress circle as the pro- [757, 40, 935, 1443]
poem-line: There's whips, would be worth their weight in gold, [196, 217, 370, 239]
paragraph: The Speaker has issued invitations to a banquet in honor of the Governor and Mr Francis prior to their visiting England. [378, 444, 564, 476]
paragraph: The musical events of the past week have not been of an over exciting nature, though I am glad to be able to record that the concert given by the Miss Taylor's was a success pecuniarily, and to some extent musically. The programme as arranged contained a diversity of items—calculated to please all tastes, and accordingly Miss A. Taylor sang Rossini's aria "Di tanti palpiti" in the earlier portion of the programme with that artistic finish which marks all her performances, the vocalisation being all but perfect; and she also sang well in the duet, "The Sirens" in which she had to sing nearly all the music owing to the indisposition of Miss L. Taylor who sang under great disadvantages. I think I am only stating the fact, when I say that Miss Taylor's rendering of Sir H. Bishop's beautiful, but exceedingly difficult song, "Lo here the gentle lark," was as great a treat in the way of music as we have had in Christchurch. The intricate and varied runs and trills in the song, were given with such accuracy, such perfection of harmony and sweetness as to render the performance most enjoyable. Mr Wood played the flute obligato, and did so well; keeping in view the proper relative positions of the voice and instrument, he never for an instant drowned the voice, but rather lent every assistance by—if I may use the term—affording a rich stratum of harmony, and filling in and completing the perfect melody. The piano at times was rather obtrusive, the accompanist hardly subordinating his instrument as much as he should have done. I was glad to notice that the audience fully appreciated the admirable manner in which this song was rendered. [942, 1035, 1105, 1421]
paragraph: A Chinese author in a book of travels thus describes an English court:—"One man sits silent and somnolent, a mane on his head, two or three others talk all the time, and twelve wise men condemn a man who has not said a word." [572, 682, 748, 735]
section-title: NEWS OF THE DAY. [595, 42, 725, 56]
score-table-married: First Innings. Second Innings. J. Wood, b Fuller 21 b Souter 0 G. M'Intyre, c D'Emden, b Fuller 1 run out 0 E. J. Beeder, b Fuller 0 b Fuller 0 E. C. J. Stevens, b Souter 2 b Sweet 2 E. Fowler, c D'Emden, b Fuller 0 b Sweet 28 J. S. Monck, c Glen, b Fuller 4 c Souter, b Sweet 18 C. E. Stewart, b Fuller 2 b Fuller 2 A. Cardale, c and b Souter 2 Chalmers (sub) not out 0 G. Dickenson, b Fuller 2 c Souter, b Fuller 1 T. S. Asquith, run out 0 b Sweet 2 S. Alpe, c Sweet, b Fuller 10 run out 22 G. Turner, b Fuller 4 b Sweet 0 J. Shelton, not out 4 b Fuller 0 Extras 9 Extras 7 60 80 60 140 [757, 211, 935, 435]
table-row: S. Alpe, c Sweet, b Fuller 10 run out 22 [757, 364, 935, 374]
paragraph: The Star of the East, at last crushing obtained 168 ounces from 154 tons. [378, 1479, 564, 1500]
ad: WANTED a Housemaid. Good references required. Apply to Mrs MELVILLE, Avonside. [196, 896, 370, 918]
paragraph: Mr H. E. Alport reports as follows upon the sale at Carlton Yards, held on Wednesday last:—The yards were crowded with both fat and store sheep, and also fat lambs. There were half-bred wethers, very prime, brought from 21s to 22s; do do ewes, 17s and 18s; very prime fat merino wethers, wool on, 20s to 24s; ordinary do do, 16s; good half-bred wethers, wool on, 24s; prime half-bred wethers, 21s 6d to 23s; prime half-bred hoggets, 15s 9d, 16s and 18s; small wiry young Romney Marsh ewes and lambs, 28s 6d; full size and full mouthed do do, 17s 6d; old merino ewes and lambs, 7s 6d to 9s; Lincoln hoggets, very prime, wool on, 6d; shorn 4d per lb. A fair supply of cattle was yarded. A few very prime heavy-weight cows and heifers sold at from £12 to £15; ordinary do do, £9 10s to £10 10s; do do steers, £8 10s to £10; light-weight heifers and steers, £4 15s to £6 10s; store steers and heifers, 2 to 3 years old, £4 12s 6d; 18 months to 2 years old, £3 5s; do do, 12 to 18 months, 30s to 45s. Beef may be quoted as having sold for fair quality, 24s to 28s per 100 lb; anything very prime, 27s 6d per 100 lb. The reports on the cattle market of late are exaggerated, and have had an injurious effect upon all persons engaged in the trade. Doubtless a very few exceptionally prime quality beasts have sold at a 4d, but this cannot be deemed a market price. The effect of excited reports is to prevent dealers from doing business satisfactorily with graziers, and retailers on the other hand are unable to raise their prices to the fictitious values, and have lately been selling at a loss. The impression still prevails that the highest prices have been reached for fat stock. [10, 644, 186, 998]
section-title: TELEGRAMS. [228, 993, 338, 1008]
signature: Chief Postmaster. [125, 1203, 186, 1214]
poem-line: Should they give some mean skunk a hiding. [210, 238, 365, 249]
table-row: G. Dickenson, b Fuller 2 c Souter, b Fuller 1 [757, 344, 935, 354]
table-row: Galopin 3 [196, 1336, 370, 1346]
paragraph: Mr Manders, an advocate for provincial abolition, has been elected to the Provincial Council, as member for Queenstown, without opposition. [378, 1502, 564, 1534]
poem-line: Though bait we have in plenty; [196, 152, 304, 163]
paragraph: October 26—Antelope, cutter, 17 tons, Malcolmson, for Akaroa, in ballast. Master, agent. [10, 348, 186, 370]
poem-line: Selling off! Selling off! [196, 131, 277, 142]
paragraph: Shannon has been acquitted of the Schnapper Point murder. [378, 388, 564, 409]
paragraph: The Press Dramatic Club give a performance on November the 9th, in aid of the Hattie Shepherd memorial fund. [378, 1424, 564, 1456]
poem-line: There's thongs that'll crack in a mangy hold, [210, 387, 363, 398]
paragraph: In the North, the Californian Minstrels instead of starting for home, have migrated to Napier where they are doing well. An extra night given in Auckland before they left, for the joint benefit of Messrs Amery and Marco was well patronised. Mr Bates was still sustaining leading business having played Ana Trenchard, Ingomar, and Eccles in "Caste." The papers speak highly of his performances, but the support given to him by the other members of the company except Miss and Mr Stoneham does not appear to be of a very high quality as to talent. [942, 83, 1105, 219]
paragraph: October 26—Courier, ketch, 31 tons, Sinclair, for the Bays. Master, agent. [10, 325, 186, 347]
poem-line: Saddles for ladies, all sorts and sizes, [210, 259, 338, 270]
paragraph: Is dedicated to a generous public, trusting in an efficient appreciation, and that a liberal advantage will be taken of the present opportunity. [196, 518, 370, 550]
table-row: E. J. Beeder, b Fuller 0 b Fuller 0 [757, 252, 935, 262]
poem-line: Selling off! Selling off!! [210, 183, 294, 194]
table-row: G. M'Intyre, c D'Emden, b Fuller 1 run out 0 [757, 231, 935, 252]
table-row: Jacobsen, not out 3 [757, 652, 844, 662]
poem-line: To catch the fish ere they find it in. [210, 121, 331, 132]
table-row: D'Emden, c Monck, b Turner 12 b Chalmers 12 [757, 509, 935, 529]
table-row: Perse 2 [196, 1326, 370, 1336]
globe-logo: The Globe. [204, 945, 362, 976]
table-row: E. Fowler, c D'Emden, b Fuller 0 b Sweet 28 [757, 272, 935, 292]
paragraph: The dramatic season is drawing to a close, and ere long the playgoers of Christchurch will be able to welcome the reappearance of the English Opera Company amongst us. I am told that on the occasion of a recent benefit it was intimated that an intention existed of entering an action for libel against the GLOBE. I think that the most sensible action that could be rendered would be that offered by Punch to the matrimonially inclined, which has the merit of being both terse and expressive. [757, 1007, 935, 1112]
cleared-list [10, 278, 186, 309]
column-rule [374, 40, 375, 1450]
table-row: J. S. Monck, c Glen, b Fuller 4 c Souter, b Sweet 18 [757, 293, 935, 313]
paragraph: FOR the convenience of persons desirous of advertising in the GLOBE, we have arranged with the printer, that advertisements may be received at the Press Office, Cashel street, as well as at the GLOBE Office, Hereford street. [196, 761, 370, 813]
poem-line: Hunting crops for gents just out; [210, 324, 322, 335]
poem-line: Selling off! Selling off!! [210, 301, 294, 312]
table-row: G. Turner, b Fuller 4 b Sweet 0 [757, 374, 935, 384]
paragraph: The Pacific and Sydney Marine Insurance Companies lose £5000 each by the loss of the Kingsbridge. [378, 218, 564, 250]
column-6: gramme was drawing to a close. No doubt they considered that they had had their money's worth, and did not wish to be greedy." As Artemus puts it, this is "sarkastical." In the North, the Californian Minstrels instead of starting for home, have migrated to Napier where they are doing well. An extra night given in Auckland before they left, for the joint benefit of Messrs Amery and Marco was well patronised. Mr Bates was still sustaining leading business having played Ana Trenchard, Ingomar, and Eccles in "Caste." The papers speak highly of his performances, but the support given to him by the other members of the company except Miss and Mr Stoneham does not appear to be of a very high quality as to talent. Prior to the Opera Company leaving Wellington they intend giving two concerts, and I notice in a recent issue of the New Zealand Times that it is suggested that Mr Rainford the popular basso, should take a benefit prior to their departure, so as to afford his numerous friends an opportunity of testifying their appreciation of his efforts. My budget of home news is not large this week, but before speaking of the movements and favorites who have gone further afield I may notice that the Press Dramatic Club in Dunedin intend giving a performance in aid of the Hattie Sheppard Memorial Fund, and I hope that the Christchurch amateurs of that talented lady will also subscribe something towards it. Of old friends far away, I have news from various quarters. First as to Little Rosa Towers. Owing to the theatres in Melbourne all being crowded with novelties, and the Williamson's being so great a success, there was no show for her in Melbourne. She has therefore migrated to Sydney, and opened at the Victoria Theatre in that city on the 9th inst. to good business. Those who know the perseverance and pluck she has evinced in her study for her profession, will with me wish her every success in her enlarged sphere. Grace Egerton has concluded her performances in Melbourne, and I hear will shortly leave for New Zealand, where I feel sure she will do well, as both herself and husband are clever, and they have a new "show" written expressly for them by Edmund Yates. Miss Adelaide Bowring (Mrs Steele), who has been for some time past in South Australia, appeared recently in the new theatre at Sandhurst in her favorite character of Harriet Routh in "Black Sheep." She had a capital reception, and was several times called before the curtain. In the cast I find the name of Miss Flora Anstead as the American widow Mrs Bembridge, and she gets any amount of kudos for her representation. Another old Christchurch favorite, Miss Rosa Cooper, has, I find, gone into management, having the direction of the Ballarat Theatre, which appears to be doing well. Mdlle Legrand and Mr Farebrough are in the same city, giving their dramatic recitals, but the local critic makes an objection to Shakespeare in broken English. From Sydney I hear of Mr S. Woolfe, a very old Christchurch favorite, being engaged at the new theatre there, the Queen's, recently opened. He made his first appearance in the comedietta, "Broken Ties," and is well spoken of. Going further afield still, the Goerlay Family have opened a new theatre in San Francisco, and are doing well, the "canny Scots" particularly pulling round there to any extent. Lottie and Frank were in the city up to last advices, performing at McGuire's Opera House, and they have been a decided success, indeed their first night was quite an ovation. Billy Emerson appeared in conjunction with them, and was also well received. Mr and Mrs George Darrell (nee Fanny Cathcart) are in New York, and doing well, Mr Darrell having achieved a success as a dramatic author. PROPS. MUSICAL NOTES. "Give me leave to speak my mind." The musical events of the past week have not been of an over exciting nature, though I am glad to be able to record that the concert given by the Miss Taylor's was a success pecuniarily, and to some extent musically. The programme as arranged contained a diversity of items—calculated to please all tastes, and accordingly Miss A. Taylor sang Rossini's aria "Di tanti palpiti" in the earlier portion of the programme with that artistic finish which marks all her performances, the vocalisation being all but perfect; and she also sang well in the duet, "The Sirens" in which she had to sing nearly all the music owing to the indisposition of Miss L. Taylor who sang under great disadvantages. I think I am only stating the fact, when I say that Miss Taylor's rendering of Sir H. Bishop's beautiful, but exceedingly difficult song, "Lo here the gentle lark," was as great a treat in the way of music as we have had in Christchurch. The intricate and varied runs and trills in the song, were given with such accuracy, such perfection of harmony and sweetness as to render the performance most enjoyable. Mr Wood played the flute obligato, and did so well; keeping in view the proper relative positions of the voice and instrument, he never for an instant drowned the voice, but rather lent every assistance by—if I may use the term—affording a rich stratum of harmony, and filling in and completing the perfect melody. The piano at times was rather obtrusive, the accompanist hardly subordinating his instrument as much as he should have done. I was glad to notice that the audience fully appreciated the admirable manner in which this song was rendered. Mrs Digby's contributions were a song by Millard, "Waiting," and a ballad "I told you so." I did not like the former; that is, I don't think the style quite suited to this lady. She excels in the arch sparkling little ballads such as the second song sung by her; the plaintive melancholy which forms the character of the first hardly being suited to her. Mrs C. M. Taylor sang Stanton Dolby's "Hollow Oak" well. It suited her voice, as it affords opportunity for the bringing out of the lower notes of her voice, which are rich and full. The part songs were fairly sung, except a quartette in the second portion of the programme, which went badly, especially the bass part. Mr Knox, who was in capital voice, sang Campana's "Free Lance" very well, and Mr Price was successful with Beethoven's "Adelaida." His voice is singularly pure, and he has good power; with practice, and a judicious selection of songs, Mr Price will take high rank amongst our local amateurs. I must not omit a word of praise to the capital little band under Mr Bonnington. They rendered the two overtures on the programme, especially that to "Il Barbiere" [942, 40, 1105, 1696]
paragraph: Mr Vale has been appointed Member of the Board of Advice in London. He sailed on Saturday. [378, 365, 564, 387]
section-title: SHIPPING. [50, 43, 146, 59]
paragraph: THE SERVICES for THIS EVENING will take place in the DURHAM STREET WESLEYAN CHURCH, commencing with a Prayer Meeting at 7 p.m. The Service will commence at 7.30. [10, 1444, 186, 1487]
poem-line: Round up! Round up!! [210, 408, 289, 419]
poem-line: But don't fall off. [196, 463, 256, 474]
poem-line: A spur in the head, and a pair on the heels, [196, 421, 343, 432]
top-rule [10, 36, 1104, 37]
subheading: CLEARED. [72, 264, 124, 275]
ad: WANTED a Boy, about fourteen years old, by the day. Apply to Mr GEORGE HART, Hereford street west. [196, 858, 370, 890]
paragraph: LADIES requiring change of air can be accommodated with comfortable apartments, also board, about twenty minutes walk from the Railway Station. Terms moderate. Apply to [196, 675, 370, 717]
paragraph: A woman named M'Kay, at Brisbane, has poisoned herself and three children. [378, 567, 564, 588]
subheading: FINE ARTS. [70, 1220, 126, 1231]
poem-line: Selling off! Selling off!! [196, 249, 280, 260]
column-rule [568, 40, 569, 1450]
table-row: E. C. J. Stevens, b Souter 2 b Sweet 2 [757, 262, 935, 272]
poem-line: For carriage, station, or riding; [210, 207, 316, 218]
